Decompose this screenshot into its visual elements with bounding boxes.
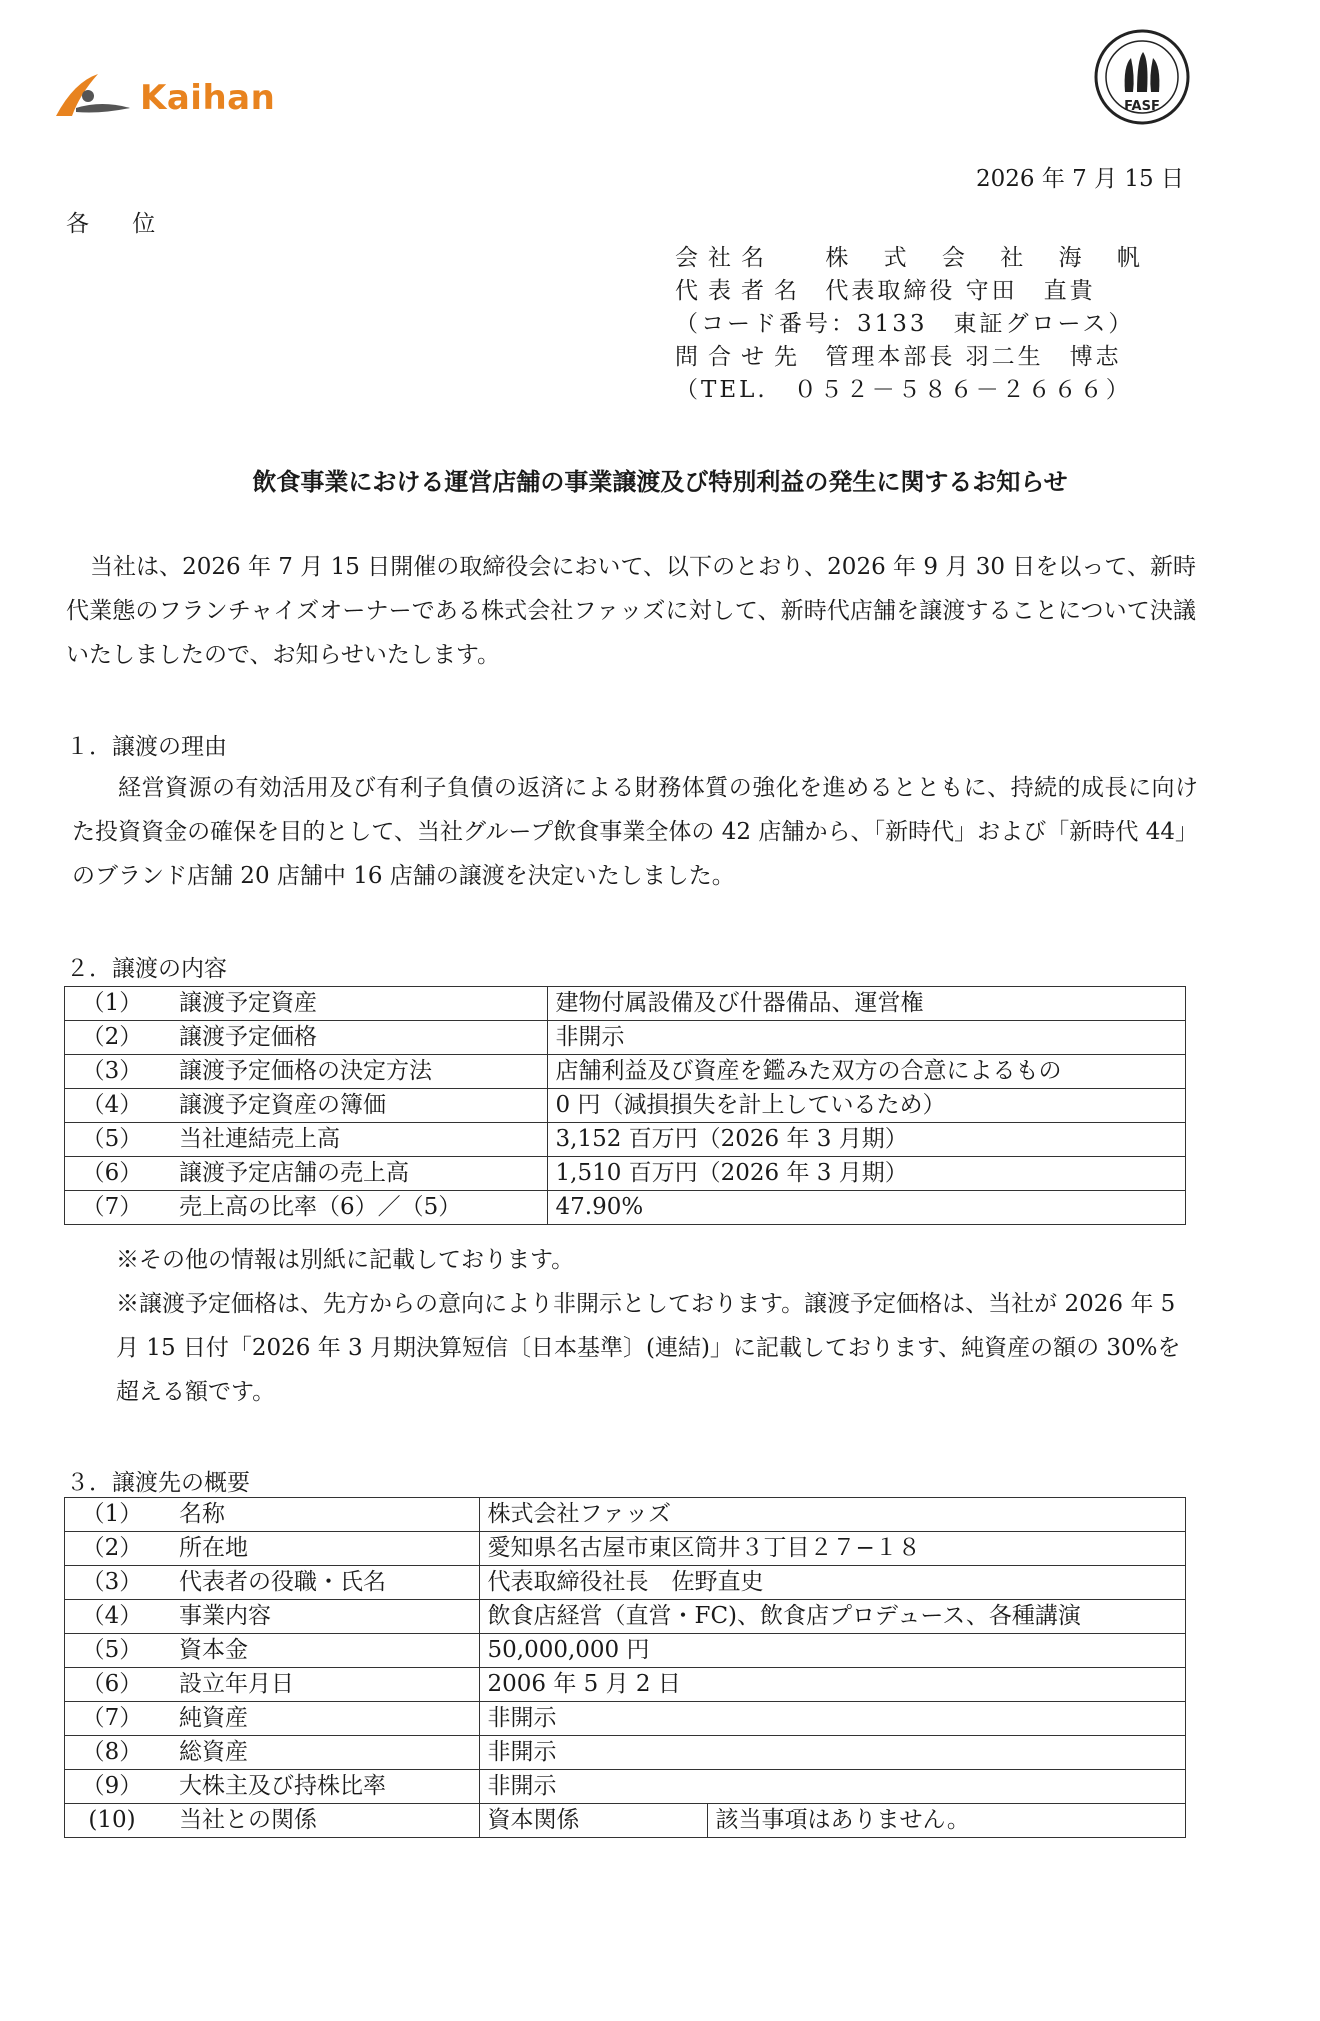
table-row [65, 1566, 1186, 1600]
row-item: 譲渡予定資産の簿価 [159, 1089, 547, 1123]
row-value: 愛知県名古屋市東区筒井３丁目２７−１８ [479, 1532, 1186, 1566]
table-row [65, 1123, 1186, 1157]
row-item: 譲渡予定店舗の売上高 [159, 1157, 547, 1191]
table-row [65, 1804, 1186, 1838]
row-item: 譲渡予定価格 [159, 1021, 547, 1055]
table-row [65, 1770, 1186, 1804]
row-value: 非開示 [479, 1702, 1186, 1736]
row-item: 設立年月日 [159, 1668, 479, 1702]
company-info-block [675, 242, 1215, 407]
row-number: （2） [65, 1532, 160, 1566]
table-row [65, 1634, 1186, 1668]
seal-text: FASF [1124, 99, 1160, 114]
document-date: 2026 年 7 月 15 日 [976, 166, 1184, 192]
row-item: 資本金 [159, 1634, 479, 1668]
row-item: 事業内容 [159, 1600, 479, 1634]
contact-line [675, 341, 1215, 374]
row-item: 代表者の役職・氏名 [159, 1566, 479, 1600]
row-subitem: 資本関係 [479, 1804, 707, 1838]
table-row [65, 1736, 1186, 1770]
contact-label: 問合せ先 [675, 344, 807, 370]
row-number: （4） [65, 1089, 160, 1123]
fasf-seal-icon [1093, 28, 1191, 126]
contact-value: 管理本部長 羽二生 博志 [825, 344, 1122, 370]
row-item: 譲渡予定価格の決定方法 [159, 1055, 547, 1089]
row-number: (10) [65, 1804, 160, 1838]
company-logo [54, 72, 294, 132]
table-row [65, 987, 1186, 1021]
row-number: （6） [65, 1668, 160, 1702]
row-item: 当社との関係 [159, 1804, 479, 1838]
table-row [65, 1089, 1186, 1123]
section1-heading: １．譲渡の理由 [66, 734, 227, 760]
row-number: （7） [65, 1191, 160, 1225]
row-item: 譲渡予定資産 [159, 987, 547, 1021]
row-value: 非開示 [479, 1736, 1186, 1770]
table-row [65, 1702, 1186, 1736]
row-value: 代表取締役社長 佐野直史 [479, 1566, 1186, 1600]
row-value: 3,152 百万円（2026 年 3 月期） [547, 1123, 1186, 1157]
row-value: 0 円（減損損失を計上しているため） [547, 1089, 1186, 1123]
table-row [65, 1600, 1186, 1634]
note-other-info: ※その他の情報は別紙に記載しております。 [116, 1247, 575, 1273]
company-name-value: 株 式 会 社 海 帆 [825, 245, 1154, 271]
table-row [65, 1055, 1186, 1089]
row-value: 47.90% [547, 1191, 1186, 1225]
row-value: 1,510 百万円（2026 年 3 月期） [547, 1157, 1186, 1191]
section1-body: 経営資源の有効活用及び有利子負債の返済による財務体質の強化を進めるとともに、持続的成長に向けた投資資金の確保を目的として、当社グループ飲食事業全体の 42 店舗から、「新時代」および「新時代 44」のブランド店舗 20 店舗中 16 店舗の譲渡を決定いたしました。 [72, 775, 1198, 889]
row-value: 50,000,000 円 [479, 1634, 1186, 1668]
row-value: 店舗利益及び資産を鑑みた双方の合意によるもの [547, 1055, 1186, 1089]
company-name-label: 会社名 [675, 245, 774, 271]
row-value: 株式会社ファッズ [479, 1498, 1186, 1532]
row-number: （5） [65, 1123, 160, 1157]
row-number: （4） [65, 1600, 160, 1634]
note-price-undisclosed: ※譲渡予定価格は、先方からの意向により非開示としております。譲渡予定価格は、当社が 2026 年 5 月 15 日付「2026 年 3 月期決算短信〔日本基準〕(連結)」に記載しております、純資産の額の 30%を超える額です。 [116, 1291, 1181, 1405]
representative-label: 代表者名 [675, 278, 807, 304]
row-value: 該当事項はありません。 [707, 1804, 1186, 1838]
logo-text: Kaihan [140, 78, 276, 118]
section3-heading: ３．譲渡先の概要 [66, 1470, 250, 1496]
row-value: 非開示 [479, 1770, 1186, 1804]
table-row [65, 1191, 1186, 1225]
row-item: 所在地 [159, 1532, 479, 1566]
table-row [65, 1157, 1186, 1191]
table-row [65, 1021, 1186, 1055]
company-name-line [675, 242, 1215, 275]
row-item: 総資産 [159, 1736, 479, 1770]
fasf-seal [1093, 28, 1191, 126]
row-number: （3） [65, 1055, 160, 1089]
row-number: （5） [65, 1634, 160, 1668]
stock-code-line: （コード番号：3133 東証グロース） [675, 311, 1135, 337]
table-row [65, 1668, 1186, 1702]
row-number: （3） [65, 1566, 160, 1600]
row-number: （9） [65, 1770, 160, 1804]
document-title: 飲食事業における運営店舗の事業譲渡及び特別利益の発生に関するお知らせ [252, 467, 1068, 496]
row-number: （2） [65, 1021, 160, 1055]
row-value: 2006 年 5 月 2 日 [479, 1668, 1186, 1702]
row-number: （8） [65, 1736, 160, 1770]
section2-heading: ２．譲渡の内容 [66, 956, 227, 982]
table-row [65, 1498, 1186, 1532]
row-item: 純資産 [159, 1702, 479, 1736]
representative-line [675, 275, 1215, 308]
row-item: 売上高の比率（6）／（5） [159, 1191, 547, 1225]
row-number: （6） [65, 1157, 160, 1191]
row-item: 当社連結売上高 [159, 1123, 547, 1157]
addressee: 各 位 [66, 211, 174, 237]
kaihan-logo-icon [54, 72, 144, 132]
row-value: 非開示 [547, 1021, 1186, 1055]
transferee-overview-table [64, 1497, 1186, 1838]
row-value: 飲食店経営（直営・FC)、飲食店プロデュース、各種講演 [479, 1600, 1186, 1634]
table-row [65, 1532, 1186, 1566]
row-number: （1） [65, 1498, 160, 1532]
row-number: （1） [65, 987, 160, 1021]
representative-value: 代表取締役 守田 直貴 [825, 278, 1096, 304]
transfer-details-table [64, 986, 1186, 1225]
row-item: 大株主及び持株比率 [159, 1770, 479, 1804]
row-item: 名称 [159, 1498, 479, 1532]
row-value: 建物付属設備及び什器備品、運営権 [547, 987, 1186, 1021]
telephone-line: （TEL. ０５２－５８６－２６６６） [675, 377, 1132, 403]
row-number: （7） [65, 1702, 160, 1736]
intro-paragraph: 当社は、2026 年 7 月 15 日開催の取締役会において、以下のとおり、2026 年 9 月 30 日を以って、新時代業態のフランチャイズオーナーである株式会社ファッズに対して、新時代店舗を譲渡することについて決議いたしましたので、お知らせいたします。 [66, 554, 1196, 668]
